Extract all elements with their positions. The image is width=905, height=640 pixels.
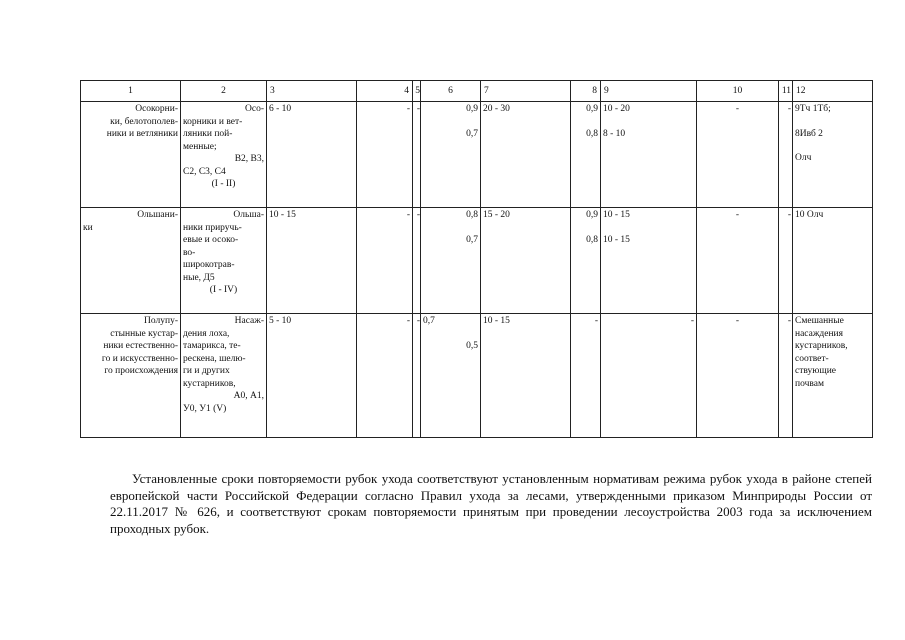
header-cell: 4 [357, 81, 413, 102]
value-cell: - [357, 102, 413, 208]
table-row [81, 102, 873, 208]
type-cell: Насаж- дения лоха, тамарикса, те- рескена, шелю- ги и других кустарников, А0, А1, У0, У1 (V) [181, 314, 267, 438]
value-cell: - [413, 102, 421, 208]
composition-cell: 9Тч 1Тб; 8Ивб 2 Олч [793, 102, 873, 208]
value-cell: - [697, 208, 779, 314]
header-cell: 12 [793, 81, 873, 102]
value-cell: - [357, 208, 413, 314]
value-cell: 20 - 30 [481, 102, 571, 208]
species-cell: Ольшани- ки [81, 208, 181, 314]
header-cell: 7 [481, 81, 571, 102]
range-cell: 10 - 20 8 - 10 [601, 102, 697, 208]
value-cell: - [413, 208, 421, 314]
value-cell: 10 - 15 [481, 314, 571, 438]
value-cell: 5 - 10 [267, 314, 357, 438]
value-cell: - [779, 102, 793, 208]
composition-cell: Смешанные насаждения кустарников, соответ- ствующие почвам [793, 314, 873, 438]
value-cell: 10 - 15 [267, 208, 357, 314]
value-cell: - [413, 314, 421, 438]
type-cell: Осо- корники и вет- ляники пой- менные; В2, В3, С2, С3, С4 (I - II) [181, 102, 267, 208]
density-cell: 0,8 0,7 [421, 208, 481, 314]
value-cell: - [779, 208, 793, 314]
composition-cell: 10 Олч [793, 208, 873, 314]
density-cell: 0,9 0,8 [571, 102, 601, 208]
type-cell: Ольша- ники приручь- евые и осоко- во- широкотрав- ные, Д5 (I - IV) [181, 208, 267, 314]
density-cell: 0,9 0,8 [571, 208, 601, 314]
species-cell: Осокорни- ки, белотополев- ники и ветляники [81, 102, 181, 208]
density-cell: 0,7 0,5 [421, 314, 481, 438]
header-cell: 3 [267, 81, 357, 102]
header-cell: 9 [601, 81, 697, 102]
value-cell: - [601, 314, 697, 438]
header-cell: 11 [779, 81, 793, 102]
value-cell: - [697, 102, 779, 208]
value-cell: - [357, 314, 413, 438]
range-cell: 10 - 15 10 - 15 [601, 208, 697, 314]
value-cell: - [571, 314, 601, 438]
value-cell: - [779, 314, 793, 438]
value-cell: 15 - 20 [481, 208, 571, 314]
table-row [81, 208, 873, 314]
table-header-row [81, 81, 873, 102]
forest-care-table [80, 80, 873, 438]
header-cell: 6 [421, 81, 481, 102]
header-cell: 1 [81, 81, 181, 102]
value-cell: 6 - 10 [267, 102, 357, 208]
density-cell: 0,9 0,7 [421, 102, 481, 208]
table-row [81, 314, 873, 438]
header-cell: 5 [413, 81, 421, 102]
header-cell: 2 [181, 81, 267, 102]
species-cell: Полупу- стынные кустар- ники естественно- го и искусственно- го происхождения [81, 314, 181, 438]
value-cell: - [697, 314, 779, 438]
header-cell: 10 [697, 81, 779, 102]
body-paragraph: Установленные сроки повторяемости рубок ухода соответствуют установленным нормативам режима рубок ухода в районе степей европейской части Российской Федерации согласно Правил ухода за лесами, утвержденными приказом Минприроды России от 22.11.2017 № 626, и соответствуют срокам повторяемости принятым при проведении лесоустройства 2003 года за исключением проходных рубок. [110, 471, 872, 536]
header-cell: 8 [571, 81, 601, 102]
